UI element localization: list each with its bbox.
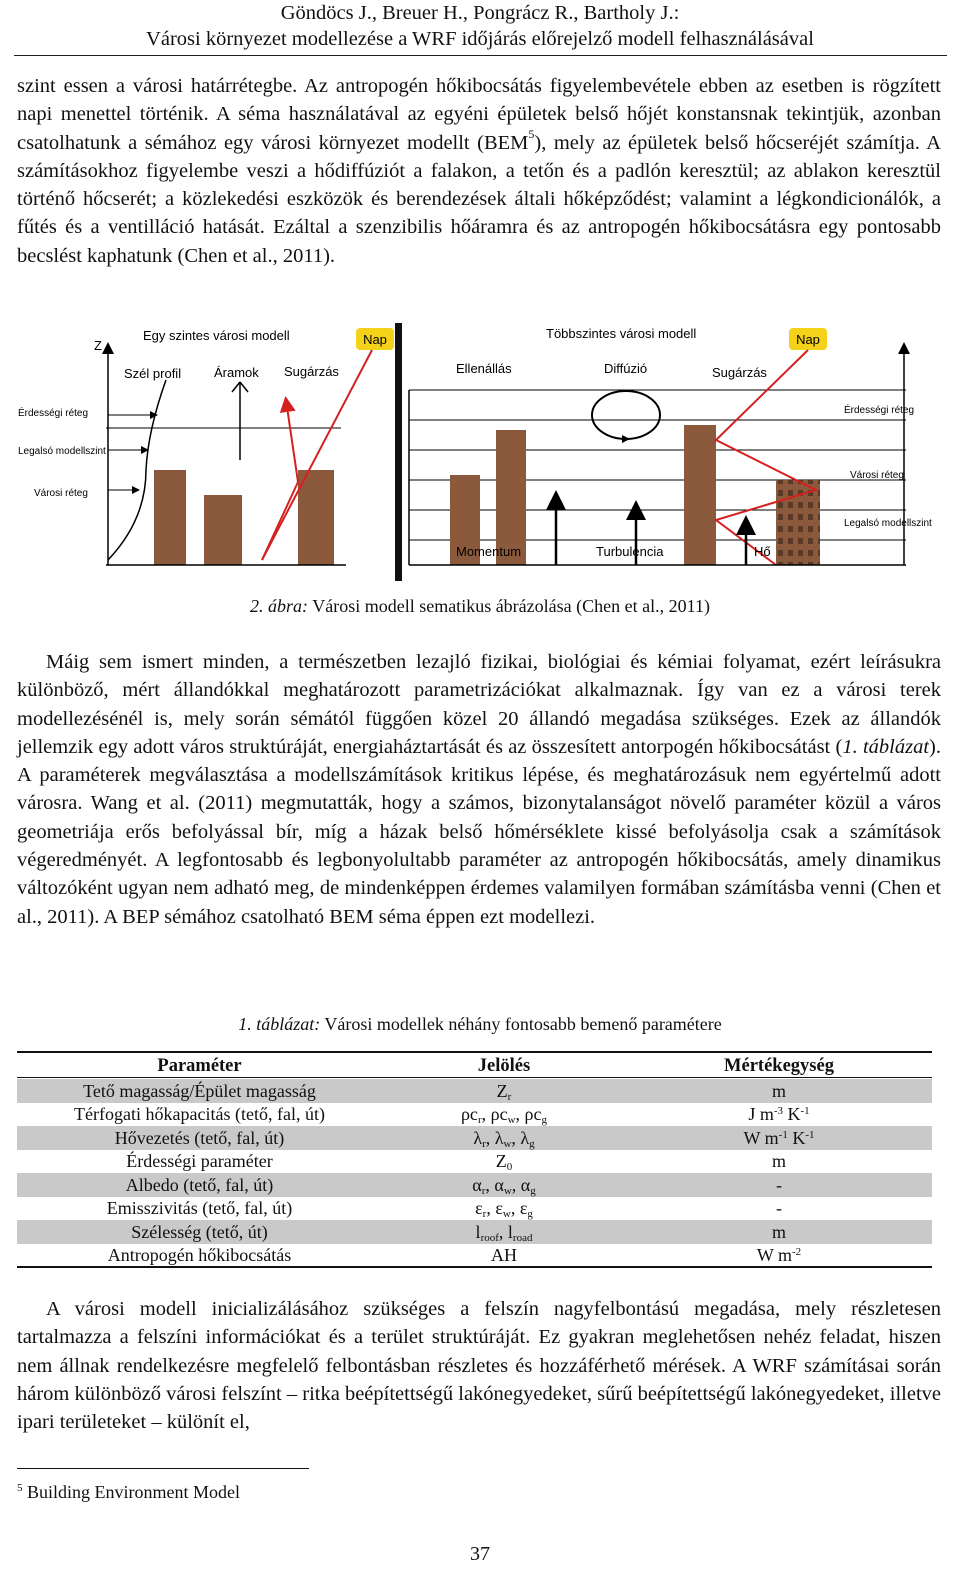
running-header-title: Városi környezet modellezése a WRF időjárás előrejelző modell felhasználásával — [146, 28, 814, 50]
table-cell-symbol: $Z_r$ — [382, 1079, 626, 1103]
page-number: 37 — [470, 1543, 490, 1565]
single-layer-title: Egy szintes városi modell — [143, 328, 290, 343]
paragraph-2-text-a: Máig sem ismert minden, a természetben lezajló fizikai, biológiai és kémiai folyamat, ezért leírásukra különböző, mért állandókkal meghatározott parametrizációkat alkalmaznak. Így van ez a városi terek modellezésénél is, mely során sémától függően közel 20 állandó megadása szükséges. Ezek az állandók jellemzik egy adott város struktúráját, energiaháztartását és az összesített antorpogén hőkibocsátást ( — [17, 651, 941, 758]
wind-profile-label: Szél profil — [124, 366, 182, 381]
paragraph-2-text-b: ). A paraméterek megválasztása a modellszámítások kritikus lépése, és meghatározásuk nem egyértelmű adott városra. Wang et al. (2011) megmutatták, hogy a számos, bizonytalanságot növelő paraméter közül a város geometriája erős befolyással bír, míg a házak belső hőmérséklete kissé befolyásolja csak a számítások végeredményét. A legfontosabb és legbonyolultabb paraméter az antropogén hőkibocsátás, amely dinamikus változóként ugyan nem adható meg, de mindenképpen érdemes valamilyen formában számításba venni (Chen et al., 2011). A BEP sémához csatolható BEM séma éppen ezt modellezi. — [17, 735, 941, 928]
paragraph-1 — [17, 72, 941, 270]
table-cell-unit: m — [626, 1079, 932, 1103]
heat-label: Hő — [754, 544, 771, 559]
table-row — [17, 1173, 932, 1197]
z-label-left: Z — [94, 338, 102, 353]
radiation-label-left: Sugárzás — [284, 364, 339, 379]
panel-divider — [395, 323, 402, 581]
urban-layer-label-left: Városi réteg — [34, 488, 88, 499]
table-row — [17, 1103, 932, 1127]
radiation-label-right: Sugárzás — [712, 365, 767, 380]
table-cell-unit: m — [771, 1151, 786, 1172]
footnote-ref[interactable]: 5 — [528, 126, 535, 141]
table-cell-unit: - — [776, 1198, 782, 1219]
lowest-level-label-left: Legalsó modellszint — [18, 446, 106, 457]
paragraph-2 — [17, 648, 941, 931]
figure-caption — [0, 594, 960, 618]
sun-label-right: Nap — [796, 332, 820, 347]
paragraph-3: A városi modell inicializálásához szükséges a felszín nagyfelbontású megadása, mely részletesen tartalmazza a felszíni információkat és a terület struktúráját. Ez gyakran meglehetősen nehéz feladat, hiszen nem állnak rendelkezésre megfelelő felbontásban részletes és hozzáférhető mérések. A WRF számításai során három különböző városi felszínt – ritka beépítettségű lakónegyedeket, sűrű beépítettségű lakónegyedeket, illetve ipari területeket – különít el, — [17, 1298, 941, 1434]
table-cell-symbol: $\varepsilon_r$, $\varepsilon_w$, $\varepsilon_g$ — [475, 1198, 533, 1221]
table-cell-symbol: $Z_0$ — [495, 1151, 513, 1174]
currents-label: Áramok — [214, 365, 259, 380]
table-cell-param: Tető magasság/Épület magasság — [17, 1079, 382, 1103]
paragraph-1-text-b: ), mely az épületek belső hőcseréjét számítja. A számításokhoz figyelembe veszi a hődiffúziót a falakon, a tetőn és a padlón keresztül; az ablakon keresztül történő hőcserét; a közlekedési eszközök és berendezések általi hőképződést; valamint a légkondicionálók, a fűtés és a ventilláció hatását. Ezáltal a szenzibilis hőáramra és az antropogén hőkibocsátásra egy pontosabb becslést kaphatunk (Chen et al., 2011). — [17, 131, 941, 267]
table-cell-param: Antropogén hőkibocsátás — [107, 1245, 292, 1266]
table-caption-label: 1. táblázat: — [238, 1014, 321, 1034]
urban-model-figure — [16, 320, 944, 582]
building-left-1 — [154, 470, 186, 565]
header-rule — [14, 55, 947, 56]
building-left-3 — [298, 470, 334, 565]
table-header-rule — [17, 1077, 932, 1078]
sun-label-left: Nap — [363, 332, 387, 347]
diffusion-label: Diffúzió — [604, 361, 648, 376]
table-header-cell: Paraméter — [157, 1056, 242, 1076]
parameter-table — [17, 1053, 932, 1267]
table-cell-unit: W $m^{-2}$ — [756, 1245, 802, 1266]
table-caption — [0, 1012, 960, 1036]
footnote-rule — [17, 1468, 309, 1469]
figure-caption-text: Városi modell sematikus ábrázolása (Chen et al., 2011) — [308, 596, 710, 616]
building-right-3 — [684, 425, 716, 565]
table-cell-unit: W $m^{-1}$ $K^{-1}$ — [626, 1126, 932, 1150]
footnote — [17, 1476, 240, 1504]
running-header-authors: Göndöcs J., Breuer H., Pongrácz R., Bartholy J.: — [280, 2, 680, 24]
table-cell-symbol: $\lambda_r$, $\lambda_w$, $\lambda_g$ — [382, 1126, 626, 1150]
momentum-label: Momentum — [456, 544, 522, 559]
table-row — [17, 1079, 932, 1103]
table-header-cell: Mértékegység — [724, 1056, 834, 1076]
table-cell-unit: - — [626, 1173, 932, 1197]
urban-layer-label-right: Városi réteg — [850, 470, 904, 481]
lowest-level-label-right: Legalsó modellszint — [844, 518, 932, 529]
roughness-layer-label-right: Érdességi réteg — [844, 405, 915, 416]
footnote-text: Building Environment Model — [22, 1482, 240, 1502]
turbulence-label: Turbulencia — [596, 544, 664, 559]
table-row — [17, 1197, 932, 1221]
table-cell-unit: J $m^{-3}$ $K^{-1}$ — [748, 1104, 810, 1125]
table-cell-unit: m — [626, 1220, 932, 1244]
table-cell-symbol: $l_{roof}$, $l_{road}$ — [382, 1220, 626, 1244]
roughness-layer-label-left: Érdességi réteg — [18, 408, 89, 419]
table-cell-param: Emisszivitás (tető, fal, út) — [106, 1198, 293, 1219]
table-cell-symbol: $\alpha_r$, $\alpha_w$, $\alpha_g$ — [382, 1173, 626, 1197]
table-cell-param: Érdességi paraméter — [126, 1151, 273, 1172]
table-caption-text: Városi modellek néhány fontosabb bemenő paramétere — [320, 1014, 722, 1034]
table-row — [17, 1126, 932, 1150]
table-cell-param: Térfogati hőkapacitás (tető, fal, út) — [74, 1104, 325, 1125]
table-header-row — [17, 1053, 932, 1079]
building-left-2 — [204, 495, 242, 565]
table-cell-symbol: AH — [491, 1245, 517, 1266]
table-cell-symbol: $\rho c_r$, $\rho c_w$, $\rho c_g$ — [460, 1104, 548, 1127]
footnote-number: 5 — [17, 1482, 23, 1494]
table-row — [17, 1220, 932, 1244]
paragraph-1-text-a: szint essen a városi határrétegbe. Az antropogén hőkibocsátás figyelembevétele ebben az esetben is rögzített napi menettel történik. A séma használatával az egyéni épületek belső hőjét konstansnak tekintjük, azonban csatolhatunk a sémához egy városi környezet modellt (BEM — [17, 75, 941, 154]
table-cell-param: Albedo (tető, fal, út) — [17, 1173, 382, 1197]
building-right-4 — [776, 480, 820, 565]
resistance-label: Ellenállás — [456, 361, 512, 376]
table-cell-param: Szélesség (tető, út) — [17, 1220, 382, 1244]
table-cell-param: Hővezetés (tető, fal, út) — [17, 1126, 382, 1150]
table-row — [17, 1150, 932, 1174]
table-reference[interactable]: 1. táblázat — [842, 735, 930, 758]
figure-caption-label: 2. ábra: — [250, 596, 309, 616]
table-bottom-rule — [17, 1266, 932, 1268]
table-row — [17, 1244, 932, 1268]
multi-layer-title: Többszintes városi modell — [546, 326, 697, 341]
table-header-cell: Jelölés — [477, 1056, 531, 1076]
